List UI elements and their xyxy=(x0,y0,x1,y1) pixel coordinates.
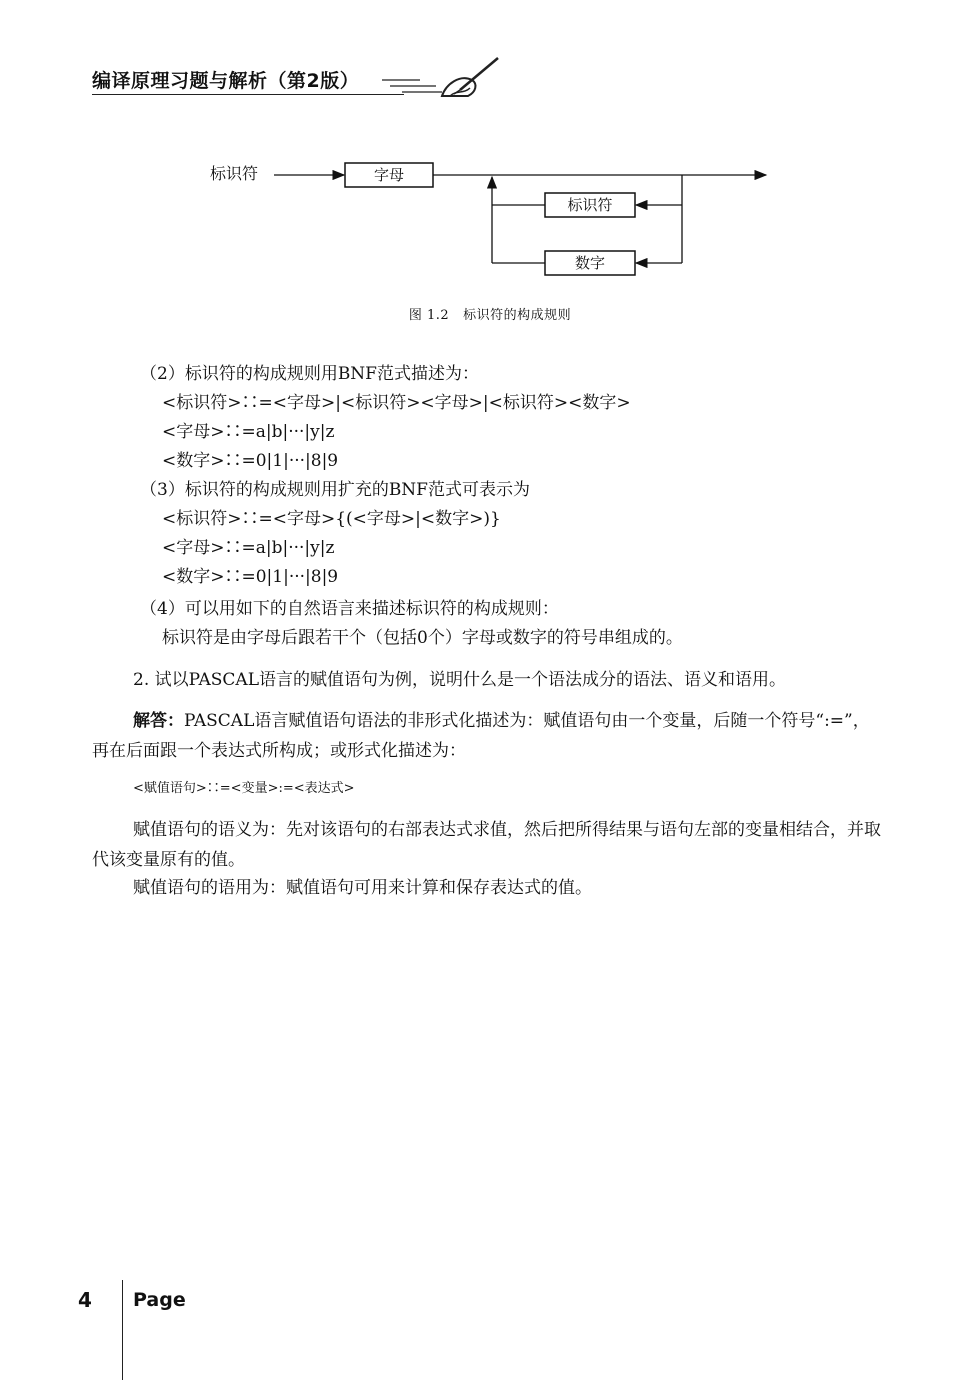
ebnf-rule-digit: <数字>∷=0|1|···|8|9 xyxy=(162,567,339,587)
item2-intro: （2）标识符的构成规则用BNF范式描述为： xyxy=(140,364,479,384)
pen-writing-icon xyxy=(380,50,510,110)
ebnf-rule-identifier: <标识符>∷=<字母>{(<字母>|<数字>)} xyxy=(162,509,501,529)
answer-paragraph xyxy=(92,706,882,766)
item4-intro: （4）可以用如下的自然语言来描述标识符的构成规则： xyxy=(140,599,559,619)
diagram-label-identifier: 标识符 xyxy=(210,164,259,183)
item3-intro: （3）标识符的构成规则用扩充的BNF范式可表示为 xyxy=(140,480,530,500)
bnf-rule-letter: <字母>∷=a|b|···|y|z xyxy=(162,422,335,442)
pragmatics-paragraph: 赋值语句的语用为：赋值语句可用来计算和保存表达式的值。 xyxy=(133,878,592,898)
identifier-box-label: 标识符 xyxy=(567,196,613,214)
footer-rule xyxy=(122,1280,123,1380)
digit-box-label: 数字 xyxy=(574,254,606,272)
answer-label: 解答： xyxy=(133,711,184,731)
bnf-rule-identifier: <标识符>∷=<字母>|<标识符><字母>|<标识符><数字> xyxy=(162,393,631,413)
semantics-paragraph: 赋值语句的语义为：先对该语句的右部表达式求值，然后把所得结果与语句左部的变量相结合，并取代该变量原有的值。 xyxy=(92,820,881,870)
ebnf-rule-letter: <字母>∷=a|b|···|y|z xyxy=(162,538,335,558)
book-title: 编译原理习题与解析（第2版） xyxy=(92,70,360,92)
bnf-rule-digit: <数字>∷=0|1|···|8|9 xyxy=(162,451,339,471)
figure-caption-text: 标识符的构成规则 xyxy=(463,308,572,323)
page-number: 4 xyxy=(78,1288,92,1312)
assignment-rule: <赋值语句>∷=<变量>:=<表达式> xyxy=(133,781,355,796)
identifier-syntax-diagram xyxy=(200,150,780,290)
figure-caption xyxy=(0,304,980,323)
figure-number: 图 1.2 xyxy=(408,308,450,323)
header-rule xyxy=(92,94,404,95)
item4-text: 标识符是由字母后跟若干个（包括0个）字母或数字的符号串组成的。 xyxy=(162,628,683,648)
page-label: Page xyxy=(133,1289,186,1311)
answer-text: PASCAL语言赋值语句语法的非形式化描述为：赋值语句由一个变量，后随一个符号“:=”，再在后面跟一个表达式所构成；或形式化描述为： xyxy=(92,711,870,761)
letter-box-label: 字母 xyxy=(373,166,405,184)
question-2: 2. 试以PASCAL语言的赋值语句为例，说明什么是一个语法成分的语法、语义和语用。 xyxy=(133,670,786,690)
